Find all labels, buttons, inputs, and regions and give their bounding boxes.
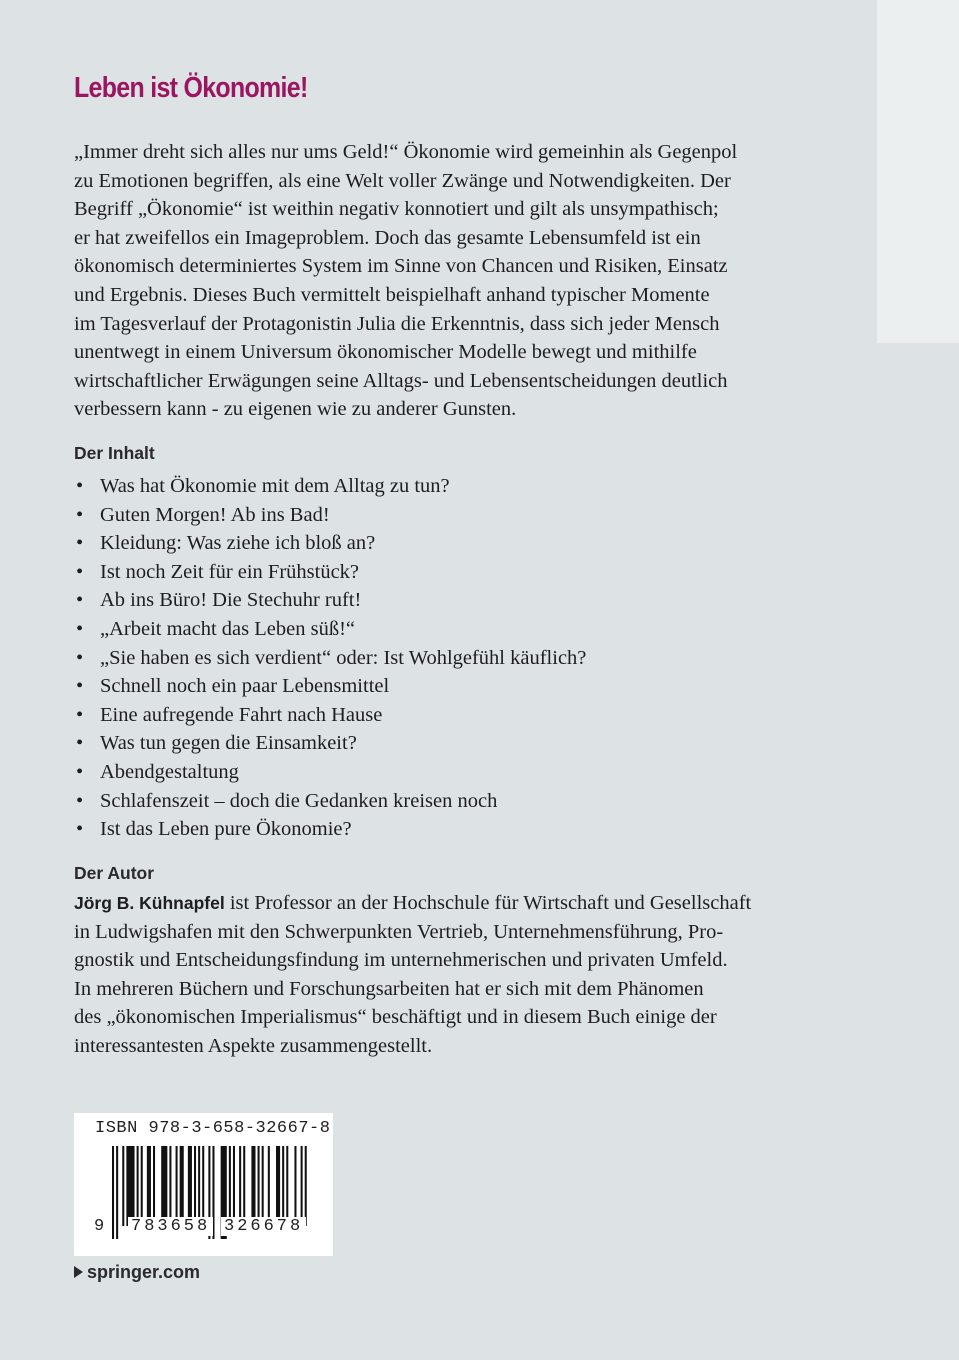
barcode-digits-right: 326678 — [221, 1217, 306, 1236]
list-item: • Guten Morgen! Ab ins Bad! — [74, 501, 586, 530]
barcode-bar — [122, 1146, 124, 1226]
barcode-bar — [262, 1146, 264, 1226]
list-item: • Schnell noch ein paar Lebensmittel — [74, 672, 586, 701]
arrow-right-icon — [74, 1266, 83, 1278]
barcode-bar — [153, 1146, 155, 1226]
list-item: • Was tun gegen die Einsamkeit? — [74, 729, 586, 758]
barcode-bar — [176, 1146, 178, 1226]
barcode-bar — [169, 1146, 171, 1226]
barcode-bar — [202, 1146, 204, 1226]
author-heading: Der Autor — [74, 863, 155, 883]
barcode-bar — [188, 1146, 192, 1226]
barcode-bar — [161, 1146, 167, 1226]
contents-heading: Der Inhalt — [74, 443, 155, 463]
barcode-bar — [286, 1146, 288, 1226]
barcode-bar — [141, 1146, 143, 1226]
intro-line: zu Emotionen begriffen, als eine Welt voller Zwänge und Notwendigkeiten. Der — [74, 169, 731, 192]
intro-line: er hat zweifellos ein Imageproblem. Doch das gesamte Lebensumfeld ist ein — [74, 226, 701, 249]
barcode-bar — [116, 1146, 118, 1239]
contents-list — [74, 472, 586, 844]
barcode-bar — [194, 1146, 196, 1226]
intro-line: verbessern kann - zu eigenen wie zu anderer Gunsten. — [74, 398, 517, 421]
list-item: • Was hat Ökonomie mit dem Alltag zu tun? — [74, 472, 586, 501]
isbn-label: ISBN 978-3-658-32667-8 — [95, 1119, 331, 1138]
author-name: Jörg B. Kühnapfel — [74, 893, 225, 913]
intro-line: „Immer dreht sich alles nur ums Geld!“ Ökonomie wird gemeinhin als Gegenpol — [74, 141, 738, 163]
barcode-bar — [147, 1146, 151, 1226]
author-line: des „ökonomischen Imperialismus“ beschäftigt und in diesem Buch einige der — [74, 1006, 717, 1029]
barcode-bar — [198, 1146, 200, 1226]
barcode-digit-first: 9 — [94, 1217, 108, 1236]
barcode-bar — [305, 1146, 307, 1226]
intro-line: im Tagesverlauf der Protagonistin Julia die Erkenntnis, dass sich jeder Mensch — [74, 312, 720, 335]
intro-line: und Ergebnis. Dieses Buch vermittelt beispielhaft anhand typischer Momente — [74, 283, 710, 306]
barcode-bar — [112, 1146, 114, 1239]
barcode-bar — [233, 1146, 235, 1226]
barcode-bar — [243, 1146, 245, 1226]
intro-paragraph — [74, 138, 834, 424]
list-item: • Ab ins Büro! Die Stechuhr ruft! — [74, 586, 586, 615]
author-line: ist Professor an der Hochschule für Wirtschaft und Gesellschaft — [224, 892, 752, 914]
list-item: • Schlafenszeit – doch die Gedanken kreisen noch — [74, 787, 586, 816]
barcode-bar — [229, 1146, 231, 1226]
barcode-bar — [126, 1146, 134, 1226]
list-item: • Kleidung: Was ziehe ich bloß an? — [74, 529, 586, 558]
list-item: • „Sie haben es sich verdient“ oder: Ist Wohlgefühl käuflich? — [74, 644, 586, 673]
author-line: in Ludwigshafen mit den Schwerpunkten Vertrieb, Unternehmensführung, Pro- — [74, 920, 724, 943]
barcode-bar — [282, 1146, 284, 1226]
barcode-bar — [294, 1146, 296, 1226]
author-line: interessantesten Aspekte zusammengestellt. — [74, 1034, 433, 1057]
isbn-barcode — [74, 1113, 333, 1256]
barcode-bar — [251, 1146, 255, 1226]
list-item: • Abendgestaltung — [74, 758, 586, 787]
book-title: Leben ist Ökonomie! — [74, 72, 308, 104]
barcode-digits-left: 783658 — [128, 1217, 213, 1236]
barcode-bar — [258, 1146, 260, 1226]
springer-link-text[interactable]: springer.com — [87, 1262, 201, 1282]
intro-line: Begriff „Ökonomie“ ist weithin negativ konnotiert und gilt als unsympathisch; — [74, 198, 719, 221]
springer-link[interactable] — [74, 1262, 200, 1283]
barcode-bar — [239, 1146, 241, 1226]
list-item: • „Arbeit macht das Leben süß!“ — [74, 615, 586, 644]
intro-line: ökonomisch determiniertes System im Sinne von Chancen und Risiken, Einsatz — [74, 255, 728, 278]
cover-edge-strip — [877, 0, 959, 343]
author-paragraph — [74, 889, 834, 1061]
intro-line: wirtschaftlicher Erwägungen seine Alltags- und Lebensentscheidungen deutlich — [74, 369, 728, 392]
list-item: • Eine aufregende Fahrt nach Hause — [74, 701, 586, 730]
list-item: • Ist das Leben pure Ökonomie? — [74, 815, 586, 844]
list-item: • Ist noch Zeit für ein Frühstück? — [74, 558, 586, 587]
barcode-bar — [276, 1146, 280, 1226]
author-line: gnostik und Entscheidungsfindung im unternehmerischen und privaten Umfeld. — [74, 949, 728, 972]
barcode-bars — [112, 1146, 307, 1252]
barcode-bar — [180, 1146, 184, 1226]
intro-line: unentwegt in einem Universum ökonomischer Modelle bewegt und mithilfe — [74, 341, 697, 364]
barcode-bar — [268, 1146, 270, 1226]
barcode-bar — [301, 1146, 303, 1226]
author-line: In mehreren Büchern und Forschungsarbeiten hat er sich mit dem Phänomen — [74, 977, 704, 1000]
barcode-bar — [137, 1146, 139, 1226]
